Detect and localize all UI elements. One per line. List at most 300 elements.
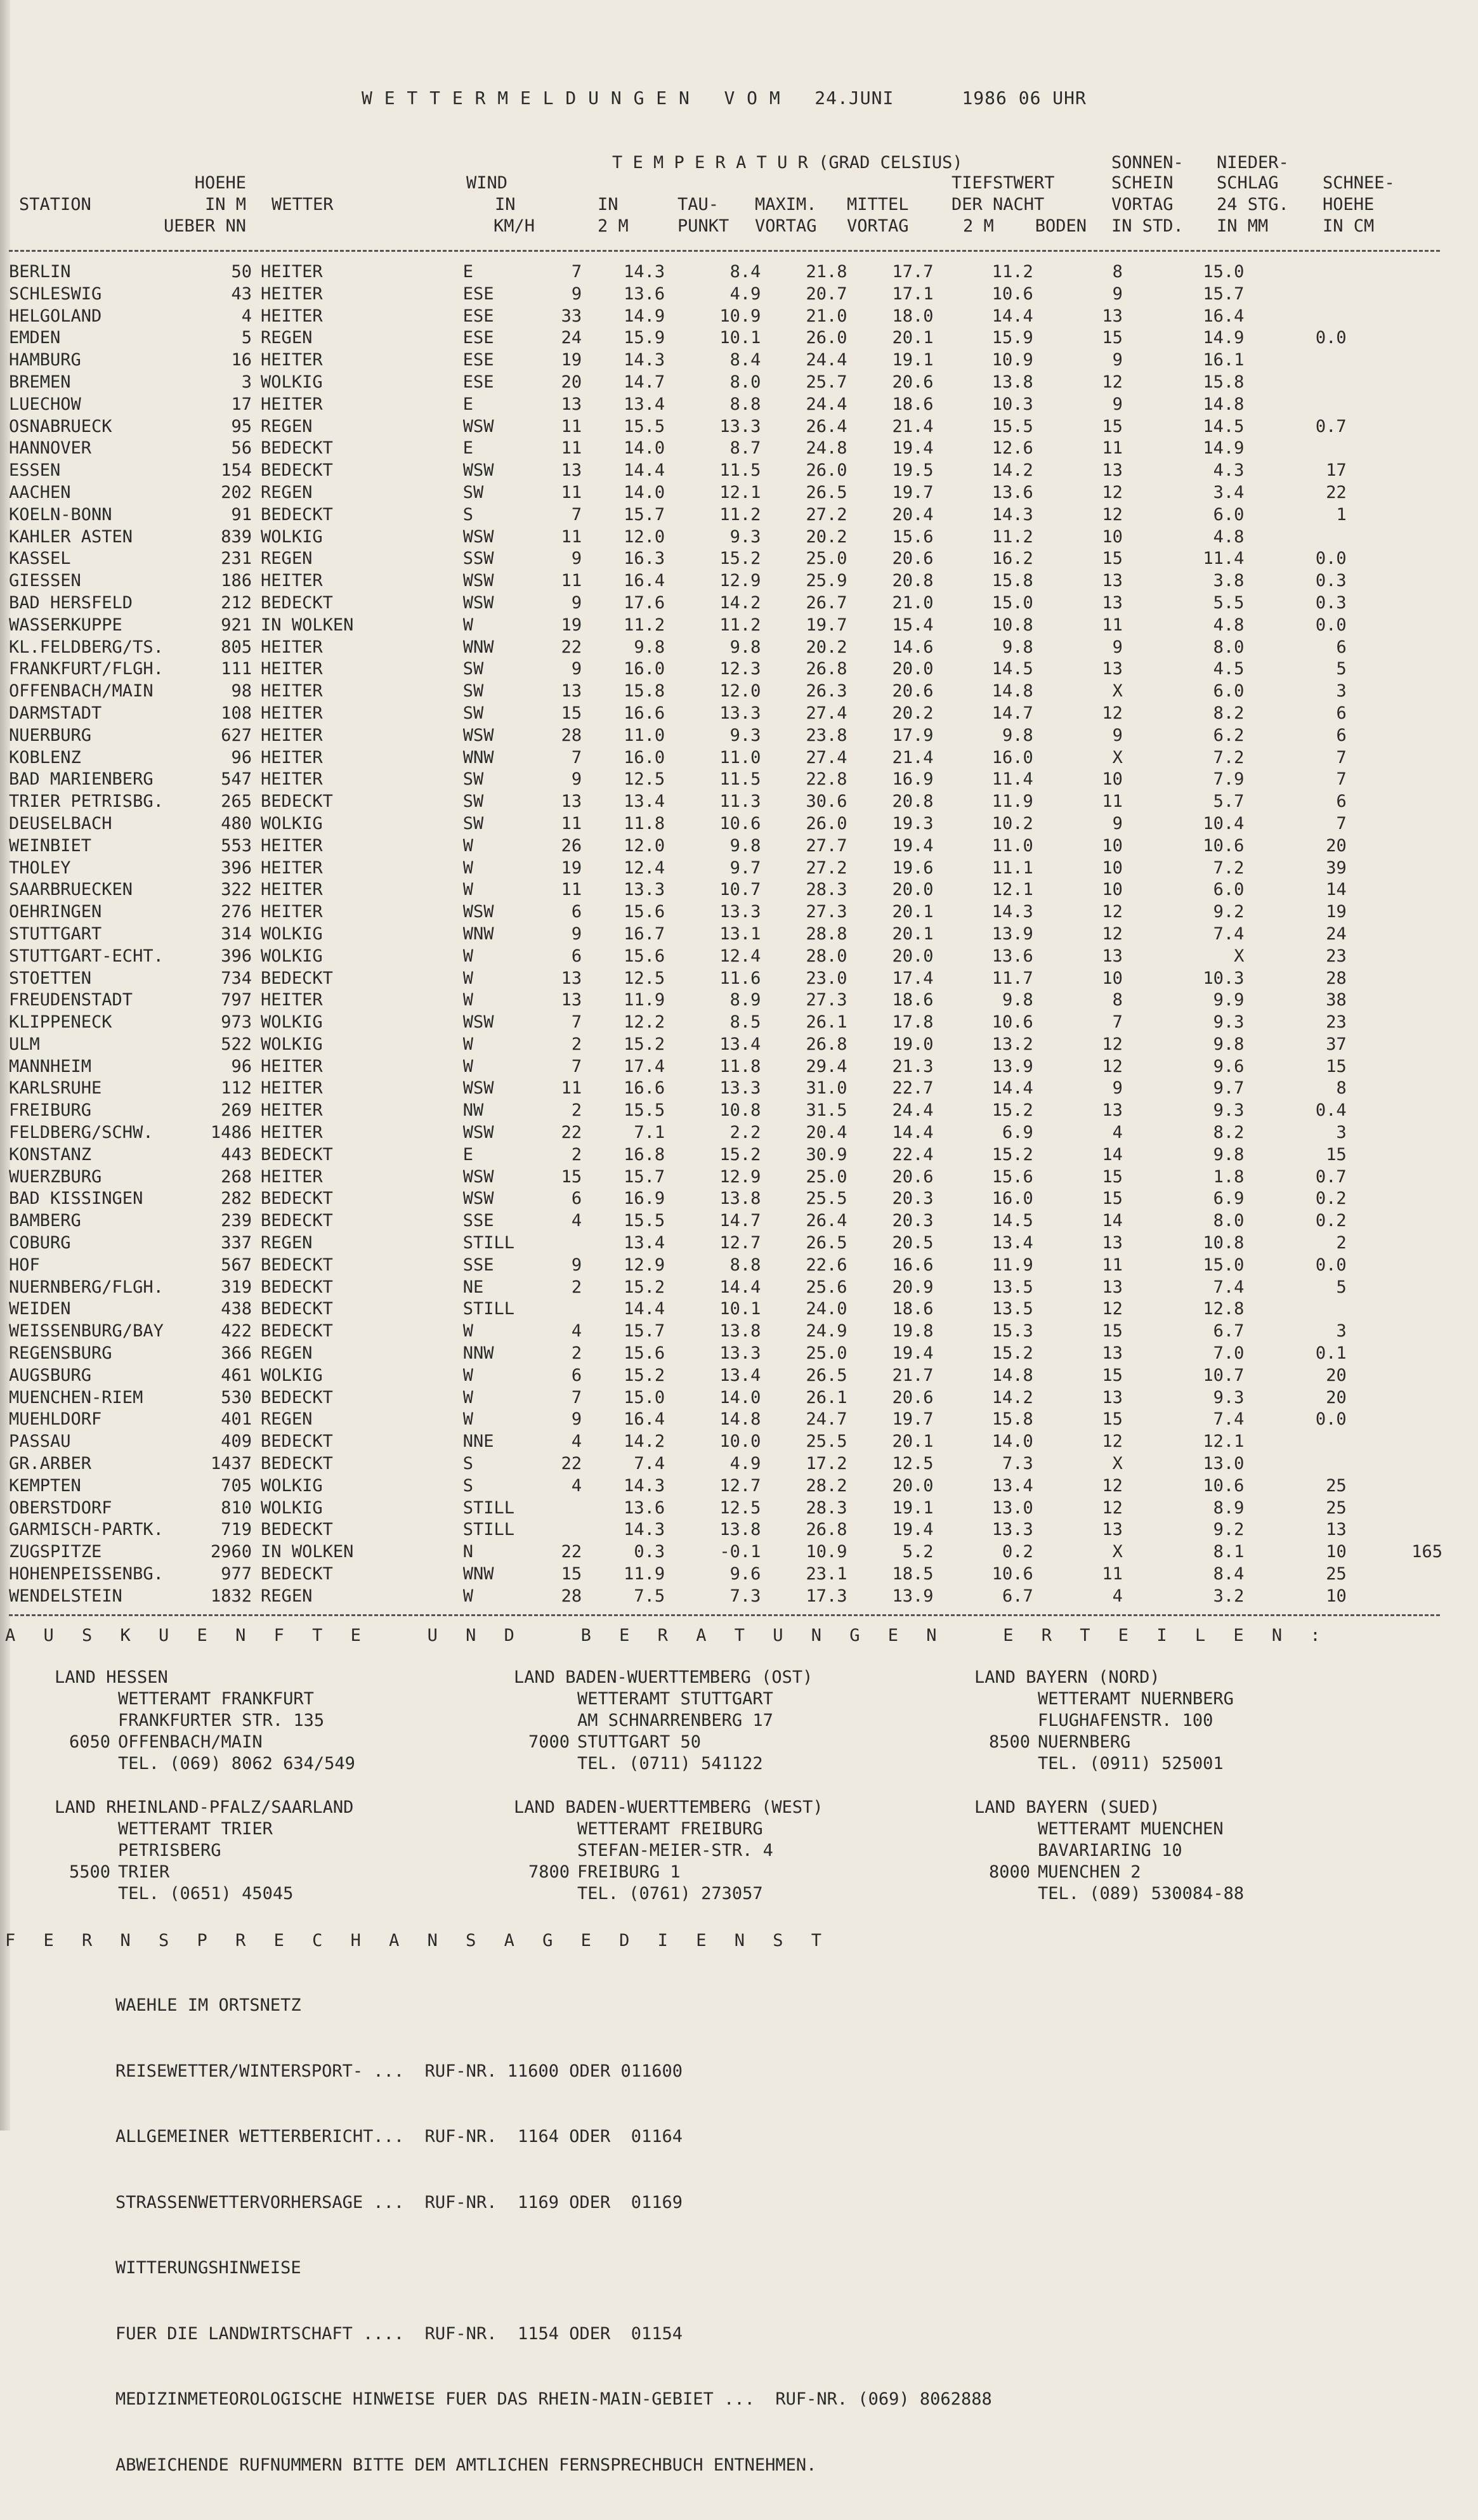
address-city: FREIBURG 1 <box>577 1862 681 1882</box>
station-name: AUGSBURG <box>9 1365 92 1385</box>
station-height: 1832 <box>211 1586 252 1606</box>
precipitation: 23 <box>1326 1012 1347 1033</box>
min-temp-ground: 13 <box>1102 946 1123 966</box>
weather: BEDECKT <box>261 1432 333 1452</box>
header-maxim-1: MAXIM. <box>755 195 817 214</box>
dew-point: 4.9 <box>729 284 761 304</box>
address-postcode: 5500 <box>69 1862 110 1882</box>
snow-depth <box>1347 747 1442 769</box>
precipitation: 5 <box>1336 659 1347 679</box>
fernsprech-line: REISEWETTER/WINTERSPORT- ... RUF-NR. 11600 ODER 011600 <box>115 2061 683 2081</box>
station-name: BERLIN <box>9 262 71 282</box>
station-height: 212 <box>221 592 252 613</box>
fernsprech-lines <box>115 1951 992 2520</box>
header-mittel-2: VORTAG <box>847 216 909 236</box>
address-street: FRANKFURTER STR. 135 <box>118 1711 325 1730</box>
min-temp-2m: 14.5 <box>991 659 1033 679</box>
snow-depth <box>1347 879 1442 901</box>
station-name: GIESSEN <box>9 571 81 591</box>
table-row <box>9 637 1442 659</box>
wind-speed: 2 <box>571 1100 582 1121</box>
wind-direction: WNW <box>462 637 494 657</box>
sunshine-hours: 7.9 <box>1213 769 1245 790</box>
header-tiefstwert-3: 2 M BODEN <box>963 216 1087 236</box>
min-temp-2m: 11.9 <box>991 1255 1033 1275</box>
dew-point: 9.3 <box>729 526 761 547</box>
station-height: 5 <box>241 328 252 348</box>
sunshine-hours: 12.1 <box>1203 1432 1245 1452</box>
weather: REGEN <box>261 482 313 502</box>
dew-point: 11.0 <box>719 747 761 767</box>
station-height: 50 <box>231 262 252 282</box>
wind-speed: 11 <box>561 482 582 502</box>
sunshine-hours: 6.9 <box>1213 1189 1245 1209</box>
min-temp-2m: 13.2 <box>991 1034 1033 1054</box>
table-row <box>9 1365 1442 1387</box>
wind-direction: STILL <box>462 1498 514 1518</box>
max-temp: 24.0 <box>806 1299 847 1319</box>
snow-depth <box>1347 791 1442 813</box>
sunshine-hours: 8.9 <box>1213 1498 1245 1518</box>
min-temp-2m: 14.8 <box>991 1365 1033 1385</box>
station-height: 269 <box>221 1100 252 1121</box>
mean-temp: 20.6 <box>892 549 934 569</box>
wind-direction: WNW <box>462 747 494 767</box>
sunshine-hours: 4.3 <box>1213 460 1245 481</box>
temp-2m: 11.9 <box>624 990 665 1010</box>
station-height: 95 <box>231 416 252 436</box>
precipitation: 2 <box>1336 1233 1347 1253</box>
mean-temp: 19.4 <box>892 1343 934 1364</box>
sunshine-hours: 10.4 <box>1203 813 1245 833</box>
snow-depth <box>1347 482 1442 504</box>
station-height: 231 <box>221 549 252 569</box>
min-temp-ground: 13 <box>1102 306 1123 326</box>
weather: REGEN <box>261 1233 313 1253</box>
sunshine-hours: 12.8 <box>1203 1299 1245 1319</box>
temp-2m: 12.5 <box>624 769 665 790</box>
weather: BEDECKT <box>261 1387 333 1407</box>
precipitation <box>1244 526 1346 549</box>
min-temp-2m: 12.6 <box>991 438 1033 459</box>
dew-point: 8.8 <box>729 394 761 414</box>
sunshine-hours: 16.1 <box>1203 350 1245 370</box>
min-temp-ground: 13 <box>1102 571 1123 591</box>
address-block <box>929 1797 1244 1905</box>
table-row <box>9 1188 1442 1210</box>
mean-temp: 24.4 <box>892 1100 934 1121</box>
station-height: 265 <box>221 792 252 812</box>
station-name: THOLEY <box>9 858 71 878</box>
precipitation <box>1244 306 1346 328</box>
weather: BEDECKT <box>261 1321 333 1342</box>
sunshine-hours: 8.2 <box>1213 703 1245 723</box>
snow-depth <box>1347 1431 1442 1453</box>
weather: REGEN <box>261 416 313 436</box>
precipitation: 0.7 <box>1315 1166 1347 1187</box>
max-temp: 26.8 <box>806 1520 847 1540</box>
sunshine-hours: 7.4 <box>1213 1409 1245 1430</box>
min-temp-2m: 10.6 <box>991 284 1033 304</box>
max-temp: 19.7 <box>806 615 847 635</box>
weather: HEITER <box>261 1100 323 1121</box>
snow-depth <box>1347 1078 1442 1100</box>
mean-temp: 19.5 <box>892 460 934 481</box>
wind-direction: E <box>462 1144 473 1165</box>
min-temp-2m: 7.3 <box>1002 1454 1033 1474</box>
dew-point: 10.6 <box>719 813 761 833</box>
weather: HEITER <box>261 350 323 370</box>
table-bottom-divider <box>9 1614 1440 1616</box>
weather: HEITER <box>261 1123 323 1143</box>
wind-speed: 20 <box>561 372 582 392</box>
table-row <box>9 1431 1442 1453</box>
sunshine-hours: 14.5 <box>1203 416 1245 436</box>
wind-speed: 9 <box>571 924 582 944</box>
address-street: FLUGHAFENSTR. 100 <box>1038 1711 1213 1730</box>
wind-direction: W <box>462 1387 473 1407</box>
max-temp: 25.0 <box>806 1166 847 1187</box>
precipitation: 7 <box>1336 813 1347 833</box>
dew-point: 11.5 <box>719 460 761 481</box>
station-name: GR.ARBER <box>9 1454 92 1474</box>
min-temp-ground: 13 <box>1102 460 1123 481</box>
snow-depth <box>1347 924 1442 946</box>
station-name: PASSAU <box>9 1432 71 1452</box>
min-temp-2m: 6.7 <box>1002 1586 1033 1606</box>
address-phone: TEL. (0651) 45045 <box>118 1884 294 1903</box>
precipitation: 25 <box>1326 1498 1347 1518</box>
mean-temp: 20.0 <box>892 946 934 966</box>
table-row <box>9 725 1442 747</box>
table-row <box>9 989 1442 1012</box>
snow-depth <box>1347 1100 1442 1122</box>
station-name: FREUDENSTADT <box>9 990 133 1010</box>
mean-temp: 20.6 <box>892 372 934 392</box>
max-temp: 20.2 <box>806 526 847 547</box>
dew-point: 13.3 <box>719 1078 761 1099</box>
temp-2m: 13.6 <box>624 284 665 304</box>
sunshine-hours: 13.0 <box>1203 1454 1245 1474</box>
snow-depth <box>1347 1453 1442 1475</box>
min-temp-2m: 11.4 <box>991 769 1033 790</box>
dew-point: 14.0 <box>719 1387 761 1407</box>
min-temp-ground: 13 <box>1102 1233 1123 1253</box>
page-title: W E T T E R M E L D U N G E N V O M 24.JUNI 1986 06 UHR <box>362 88 1087 108</box>
precipitation: 6 <box>1336 703 1347 723</box>
temp-2m: 16.6 <box>624 703 665 723</box>
station-name: OEHRINGEN <box>9 902 102 922</box>
snow-depth <box>1347 349 1442 372</box>
temp-2m: 12.0 <box>624 526 665 547</box>
wind-speed: 28 <box>561 1586 582 1606</box>
mean-temp: 20.1 <box>892 902 934 922</box>
dew-point: 7.3 <box>729 1586 761 1606</box>
table-row <box>9 791 1442 813</box>
header-t2m-1: IN <box>598 195 618 214</box>
header-tiefstwert-1: TIEFSTWERT <box>952 173 1055 193</box>
min-temp-ground: 10 <box>1102 880 1123 900</box>
dew-point: 9.8 <box>729 637 761 657</box>
table-row <box>9 946 1442 968</box>
wind-direction: SSE <box>462 1211 494 1231</box>
precipitation: 39 <box>1326 858 1347 878</box>
max-temp: 28.0 <box>806 946 847 966</box>
temp-2m: 14.3 <box>624 1475 665 1496</box>
weather: HEITER <box>261 306 323 326</box>
fernsprech-line: FUER DIE LANDWIRTSCHAFT .... RUF-NR. 1154 ODER 01154 <box>115 2323 683 2344</box>
max-temp: 24.7 <box>806 1409 847 1430</box>
mean-temp: 17.4 <box>892 968 934 988</box>
precipitation <box>1244 438 1346 460</box>
min-temp-2m: 13.9 <box>991 1056 1033 1076</box>
wind-direction: N <box>462 1542 473 1562</box>
wind-speed: 11 <box>561 571 582 591</box>
min-temp-ground: 10 <box>1102 526 1123 547</box>
mean-temp: 21.3 <box>892 1056 934 1076</box>
temp-2m: 15.6 <box>624 1343 665 1364</box>
wind-speed: 22 <box>561 1454 582 1474</box>
dew-point: 11.2 <box>719 504 761 525</box>
station-height: 319 <box>221 1277 252 1297</box>
dew-point: 9.3 <box>729 725 761 745</box>
station-height: 16 <box>231 350 252 370</box>
sunshine-hours: 5.7 <box>1213 792 1245 812</box>
min-temp-ground: 12 <box>1102 1432 1123 1452</box>
wind-direction: STILL <box>462 1233 514 1253</box>
min-temp-ground: 15 <box>1102 1365 1123 1385</box>
station-name: ULM <box>9 1034 40 1054</box>
temp-2m: 15.0 <box>624 1387 665 1407</box>
station-height: 154 <box>221 460 252 481</box>
min-temp-ground: X <box>1112 681 1123 702</box>
wind-direction: W <box>462 1321 473 1342</box>
wind-direction: SW <box>462 769 484 790</box>
min-temp-2m: 14.5 <box>991 1211 1033 1231</box>
min-temp-ground: 11 <box>1102 1255 1123 1275</box>
min-temp-ground: 13 <box>1102 1520 1123 1540</box>
dew-point: 4.9 <box>729 1454 761 1474</box>
dew-point: 10.1 <box>719 1299 761 1319</box>
snow-depth <box>1347 394 1442 416</box>
table-row <box>9 681 1442 703</box>
temp-2m: 17.4 <box>624 1056 665 1076</box>
temp-2m: 14.2 <box>624 1432 665 1452</box>
sunshine-hours: 3.2 <box>1213 1586 1245 1606</box>
station-name: NUERNBERG/FLGH. <box>9 1277 164 1297</box>
wind-speed: 4 <box>571 1432 582 1452</box>
table-row <box>9 416 1442 438</box>
min-temp-2m: 11.7 <box>991 968 1033 988</box>
precipitation: 38 <box>1326 990 1347 1010</box>
station-name: KASSEL <box>9 549 71 569</box>
dew-point: 10.7 <box>719 880 761 900</box>
dew-point: 8.8 <box>729 1255 761 1275</box>
precipitation: 37 <box>1326 1034 1347 1054</box>
station-name: BAMBERG <box>9 1211 81 1231</box>
table-row <box>9 813 1442 835</box>
station-name: KOBLENZ <box>9 747 81 767</box>
min-temp-2m: 14.2 <box>991 1387 1033 1407</box>
sunshine-hours: 9.3 <box>1213 1387 1245 1407</box>
wind-direction: NW <box>462 1100 484 1121</box>
min-temp-2m: 14.4 <box>991 1078 1033 1099</box>
weather: BEDECKT <box>261 592 333 613</box>
precipitation: 5 <box>1336 1277 1347 1297</box>
table-row <box>9 1541 1442 1564</box>
sunshine-hours: 8.0 <box>1213 637 1245 657</box>
min-temp-ground: 15 <box>1102 549 1123 569</box>
max-temp: 25.0 <box>806 1343 847 1364</box>
min-temp-ground: 9 <box>1112 637 1123 657</box>
weather: REGEN <box>261 549 313 569</box>
max-temp: 10.9 <box>806 1542 847 1562</box>
table-row <box>9 901 1442 924</box>
snow-depth <box>1347 901 1442 924</box>
table-row <box>9 482 1442 504</box>
sunshine-hours: 9.3 <box>1213 1012 1245 1033</box>
sunshine-hours: 10.8 <box>1203 1233 1245 1253</box>
mean-temp: 16.9 <box>892 769 934 790</box>
temp-2m: 12.2 <box>624 1012 665 1033</box>
temp-2m: 13.3 <box>624 880 665 900</box>
sunshine-hours: 9.2 <box>1213 902 1245 922</box>
station-name: HAMBURG <box>9 350 81 370</box>
wind-direction: ESE <box>462 372 494 392</box>
precipitation: 10 <box>1326 1542 1347 1562</box>
wind-speed: 4 <box>571 1475 582 1496</box>
mean-temp: 19.1 <box>892 350 934 370</box>
wind-direction: W <box>462 615 473 635</box>
wind-direction: S <box>462 504 473 525</box>
snow-depth <box>1347 968 1442 990</box>
wind-speed: 11 <box>561 526 582 547</box>
sunshine-hours: 8.4 <box>1213 1564 1245 1584</box>
min-temp-2m: 10.2 <box>991 813 1033 833</box>
weather: HEITER <box>261 703 323 723</box>
temp-2m: 16.0 <box>624 659 665 679</box>
wind-direction: SW <box>462 681 484 702</box>
max-temp: 21.0 <box>806 306 847 326</box>
wind-speed: 11 <box>561 438 582 459</box>
header-hoehe-2: IN M <box>204 195 246 214</box>
sunshine-hours: 4.8 <box>1213 615 1245 635</box>
temp-2m: 12.4 <box>624 858 665 878</box>
station-name: HELGOLAND <box>9 306 102 326</box>
address-office: WETTERAMT STUTTGART <box>577 1689 773 1709</box>
weather: HEITER <box>261 990 323 1010</box>
table-row <box>9 438 1442 460</box>
min-temp-ground: 12 <box>1102 1498 1123 1518</box>
precipitation: 3 <box>1336 1321 1347 1342</box>
weather: BEDECKT <box>261 1277 333 1297</box>
mean-temp: 16.6 <box>892 1255 934 1275</box>
address-phone: TEL. (0711) 541122 <box>577 1754 763 1773</box>
station-name: WENDELSTEIN <box>9 1586 122 1606</box>
sunshine-hours: 11.4 <box>1203 549 1245 569</box>
station-name: KONSTANZ <box>9 1144 92 1165</box>
min-temp-2m: 11.9 <box>991 792 1033 812</box>
sunshine-hours: 8.0 <box>1213 1211 1245 1231</box>
wind-speed: 26 <box>561 835 582 856</box>
weather: HEITER <box>261 571 323 591</box>
station-height: 734 <box>221 968 252 988</box>
station-name: DARMSTADT <box>9 703 102 723</box>
dew-point: 13.1 <box>719 924 761 944</box>
max-temp: 28.3 <box>806 880 847 900</box>
wind-speed: 11 <box>561 813 582 833</box>
snow-depth <box>1347 1277 1442 1299</box>
header-sonne-4: IN STD. <box>1111 216 1184 236</box>
snow-depth <box>1347 769 1442 791</box>
address-land: LAND RHEINLAND-PFALZ/SAARLAND <box>55 1798 354 1817</box>
temp-2m: 12.9 <box>624 1255 665 1275</box>
precipitation: 23 <box>1326 946 1347 966</box>
temp-2m: 14.3 <box>624 1520 665 1540</box>
wind-speed: 13 <box>561 460 582 481</box>
weather: HEITER <box>261 262 323 282</box>
snow-depth <box>1347 592 1442 615</box>
weather: WOLKIG <box>261 1365 323 1385</box>
weather: IN WOLKEN <box>261 615 354 635</box>
table-row <box>9 1078 1442 1100</box>
dew-point: 11.5 <box>719 769 761 790</box>
mean-temp: 20.8 <box>892 571 934 591</box>
mean-temp: 15.4 <box>892 615 934 635</box>
max-temp: 25.7 <box>806 372 847 392</box>
temp-2m: 13.4 <box>624 394 665 414</box>
weather: WOLKIG <box>261 924 323 944</box>
wind-direction: WNW <box>462 924 494 944</box>
precipitation: 0.4 <box>1315 1100 1347 1121</box>
dew-point: 2.2 <box>729 1123 761 1143</box>
station-name: FRANKFURT/FLGH. <box>9 659 164 679</box>
station-name: BAD HERSFELD <box>9 592 133 613</box>
station-name: HOF <box>9 1255 40 1275</box>
weather: BEDECKT <box>261 968 333 988</box>
min-temp-ground: 12 <box>1102 703 1123 723</box>
max-temp: 17.2 <box>806 1454 847 1474</box>
address-street: BAVARIARING 10 <box>1038 1841 1182 1860</box>
weather: HEITER <box>261 1078 323 1099</box>
station-name: WASSERKUPPE <box>9 615 122 635</box>
address-street: AM SCHNARRENBERG 17 <box>577 1711 773 1730</box>
min-temp-2m: 9.8 <box>1002 990 1033 1010</box>
mean-temp: 18.5 <box>892 1564 934 1584</box>
min-temp-ground: 15 <box>1102 1409 1123 1430</box>
wind-direction: ESE <box>462 350 494 370</box>
temp-2m: 14.0 <box>624 482 665 502</box>
precipitation: 1 <box>1336 504 1347 525</box>
dew-point: 14.2 <box>719 592 761 613</box>
table-row <box>9 349 1442 372</box>
temp-2m: 11.0 <box>624 725 665 745</box>
wind-direction: SW <box>462 813 484 833</box>
weather: REGEN <box>261 328 313 348</box>
mean-temp: 20.0 <box>892 1475 934 1496</box>
precipitation: 3 <box>1336 681 1347 702</box>
station-name: STUTTGART-ECHT. <box>9 946 164 966</box>
weather: WOLKIG <box>261 526 323 547</box>
wind-speed: 6 <box>571 902 582 922</box>
header-temperatur-title: T E M P E R A T U R (GRAD CELSIUS) <box>612 153 963 173</box>
station-height: 547 <box>221 769 252 790</box>
snow-depth <box>1347 725 1442 747</box>
min-temp-2m: 13.9 <box>991 924 1033 944</box>
snow-depth <box>1347 1166 1442 1189</box>
table-row <box>9 703 1442 725</box>
precipitation <box>1244 372 1346 394</box>
